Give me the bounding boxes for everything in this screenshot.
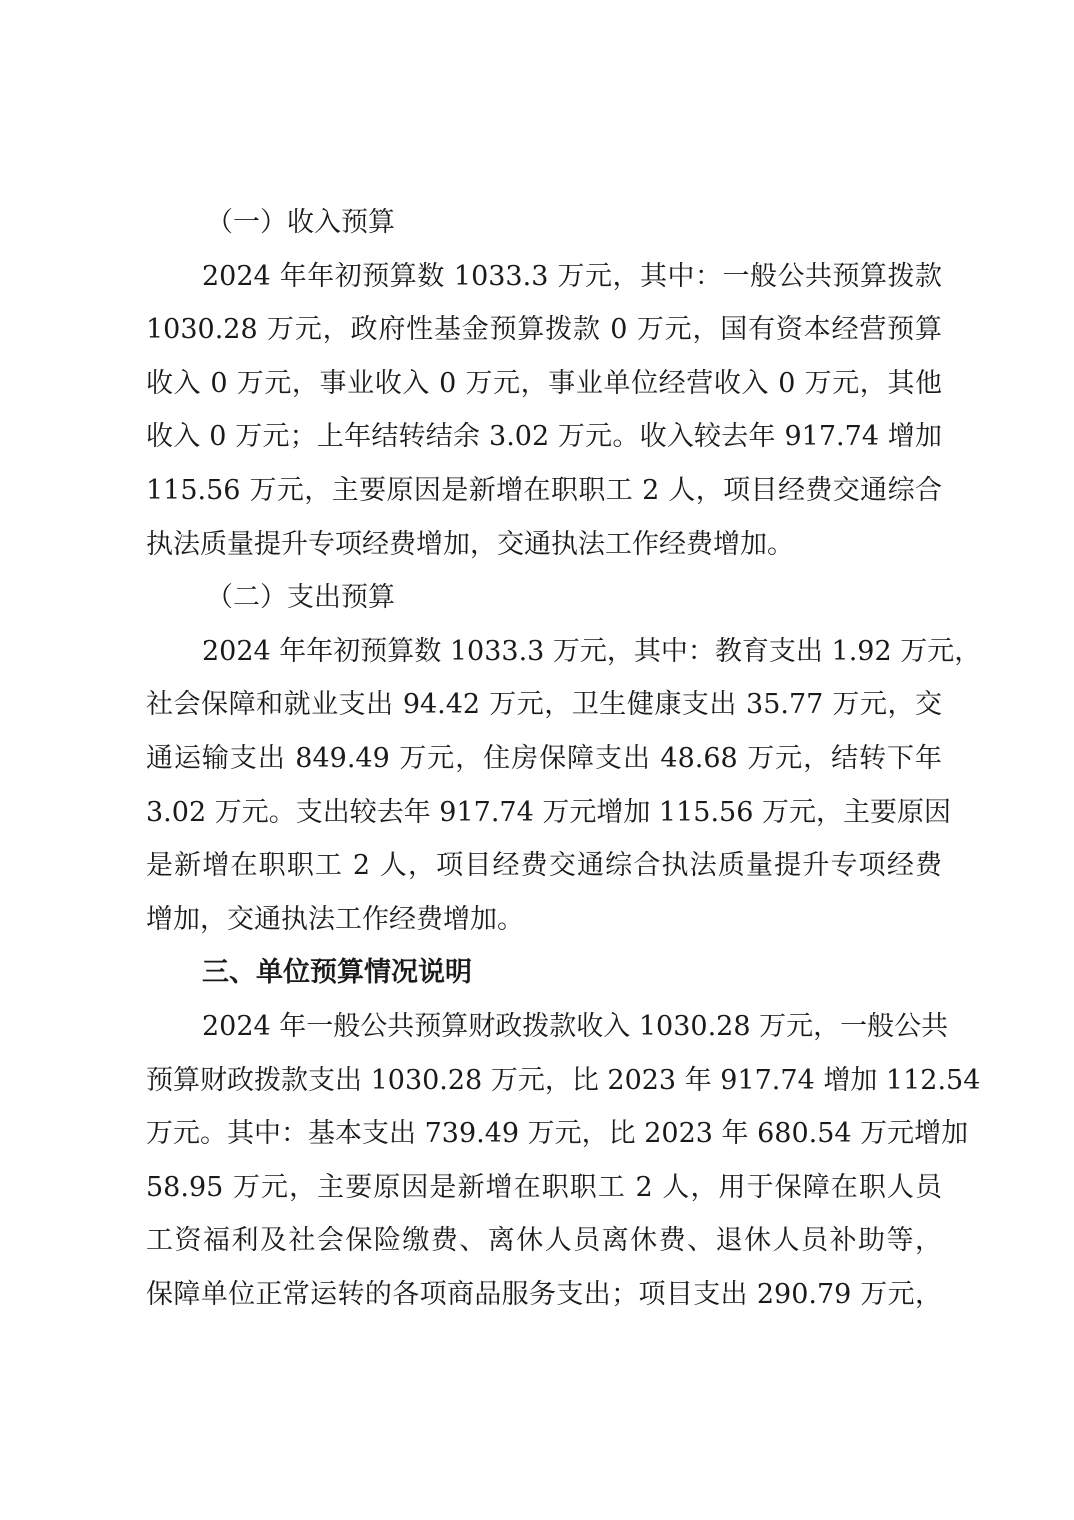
paragraph-line: 1030.28 万元，政府性基金预算拨款 0 万元，国有资本经营预算: [146, 314, 942, 346]
paragraph-line: 万元。其中：基本支出 739.49 万元，比 2023 年 680.54 万元增加: [146, 1118, 969, 1150]
paragraph-line: 2024 年一般公共预算财政拨款收入 1030.28 万元，一般公共: [202, 1010, 949, 1042]
paragraph-line: 社会保障和就业支出 94.42 万元，卫生健康支出 35.77 万元，交: [146, 689, 942, 721]
paragraph-line: 收入 0 万元；上年结转结余 3.02 万元。收入较去年 917.74 增加: [146, 421, 942, 453]
paragraph-line: 收入 0 万元，事业收入 0 万元，事业单位经营收入 0 万元，其他: [146, 367, 942, 399]
paragraph-line: 3.02 万元。支出较去年 917.74 万元增加 115.56 万元，主要原因: [146, 796, 951, 828]
paragraph-line: 2024 年年初预算数 1033.3 万元，其中：教育支出 1.92 万元，: [202, 635, 982, 667]
section-heading-expenditure: （二）支出预算: [206, 582, 395, 614]
main-heading: 三、单位预算情况说明: [202, 957, 472, 989]
paragraph-line: 工资福利及社会保险缴费、离休人员离休费、退休人员补助等，: [146, 1225, 942, 1257]
paragraph-line: 增加，交通执法工作经费增加。: [146, 903, 524, 935]
document-page: [146, 196, 982, 1321]
section-heading-income: （一）收入预算: [206, 207, 395, 238]
paragraph-line: 保障单位正常运转的各项商品服务支出；项目支出 290.79 万元，: [146, 1278, 942, 1310]
paragraph-line: 执法质量提升专项经费增加，交通执法工作经费增加。: [146, 528, 794, 560]
paragraph-line: 58.95 万元，主要原因是新增在职职工 2 人，用于保障在职人员: [146, 1171, 942, 1203]
paragraph-line: 预算财政拨款支出 1030.28 万元，比 2023 年 917.74 增加 112.54: [146, 1064, 981, 1096]
paragraph-line: 115.56 万元，主要原因是新增在职职工 2 人，项目经费交通综合: [146, 474, 942, 506]
paragraph-line: 是新增在职职工 2 人，项目经费交通综合执法质量提升专项经费: [146, 850, 942, 882]
paragraph-line: 2024 年年初预算数 1033.3 万元，其中：一般公共预算拨款: [202, 260, 942, 292]
paragraph-line: 通运输支出 849.49 万元，住房保障支出 48.68 万元，结转下年: [146, 742, 942, 774]
